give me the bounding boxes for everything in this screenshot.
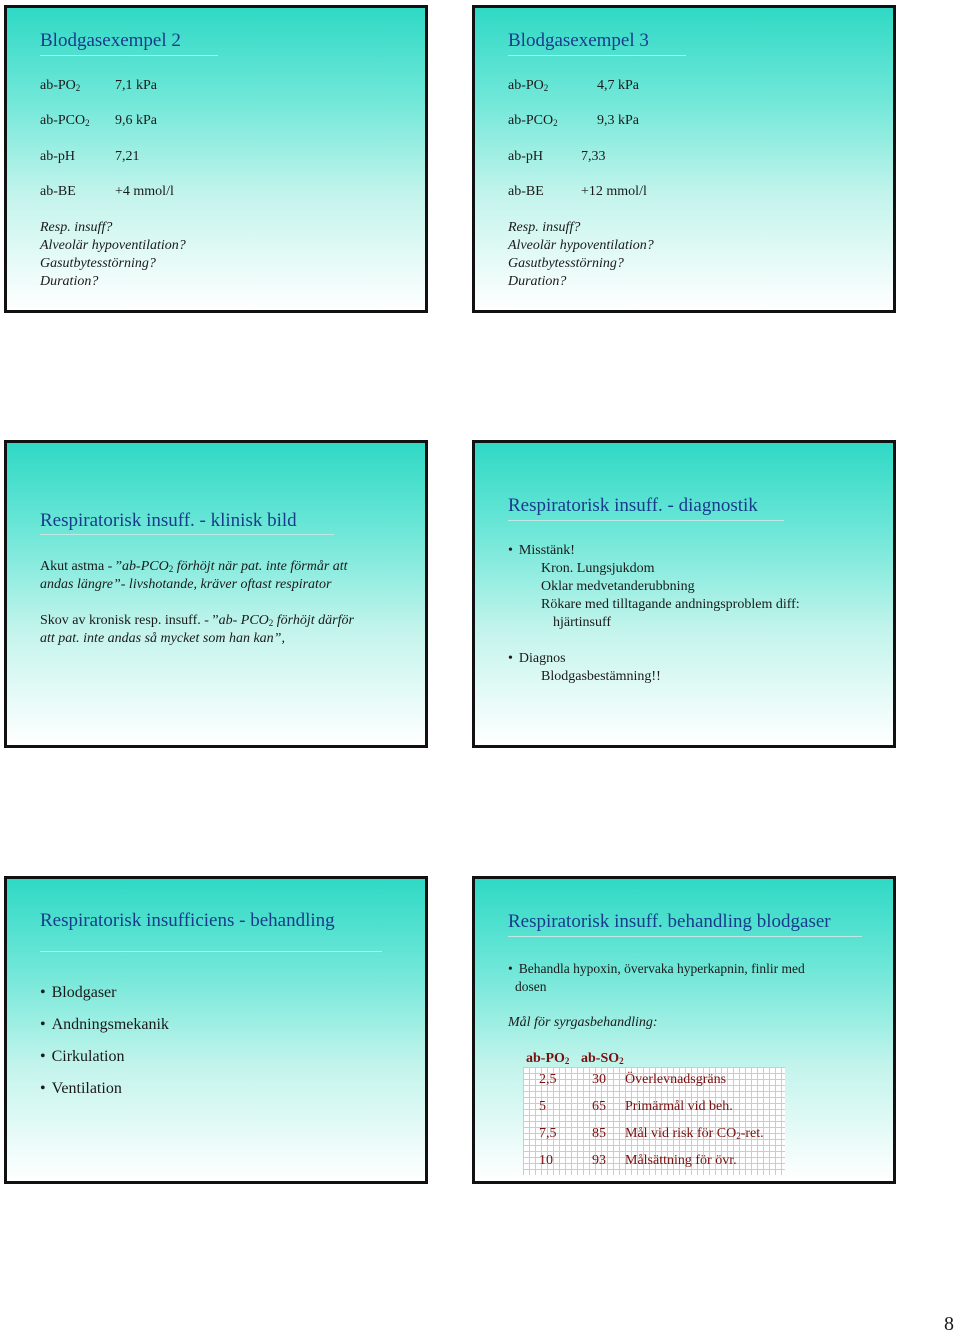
question: Gasutbytesstörning?: [40, 256, 156, 271]
row-value: +4 mmol/l: [115, 184, 174, 199]
row-value: 4,7 kPa: [597, 78, 639, 93]
cell-so2: 30: [592, 1072, 606, 1087]
question: Gasutbytesstörning?: [508, 256, 624, 271]
bullet-dot-icon: •: [40, 1080, 46, 1097]
title-underline: [508, 936, 862, 937]
bullet-item: • Blodgaser: [40, 984, 117, 1001]
paragraph-akut-astma-line2: andas längre”- livshotande, kräver oftast respirator: [40, 577, 332, 592]
bullet-dot-icon: •: [40, 1016, 46, 1033]
slide-behandling-blodgaser: [472, 876, 896, 1184]
paragraph-akut-astma: Akut astma - $”ab-PCO_2$ förhöjt när pat. inte förmår att: [40, 559, 348, 574]
slide-diagnostik: [472, 440, 896, 748]
bullet-item: • Cirkulation: [40, 1048, 125, 1065]
cell-so2: 85: [592, 1126, 606, 1141]
row-label: $ab-PCO_2$: [40, 113, 90, 128]
page-number: 8: [944, 1313, 954, 1335]
row-value: 7,1 kPa: [115, 78, 157, 93]
row-label: ab-pH: [40, 149, 75, 164]
title-underline: [40, 951, 382, 952]
cell-desc: Mål vid risk för $CO_2$-ret.: [625, 1126, 764, 1141]
slide-title: Respiratorisk insuff. - klinisk bild: [40, 510, 297, 531]
slide-klinisk-bild: [4, 440, 428, 748]
row-value: 7,33: [581, 149, 606, 164]
paragraph-skov-line2: att pat. inte andas så mycket som han kan”,: [40, 631, 285, 646]
question: Resp. insuff?: [508, 220, 581, 235]
slide-title: Respiratorisk insuff. - diagnostik: [508, 495, 758, 516]
slide-title: Blodgasexempel 2: [40, 30, 181, 51]
row-value: 9,3 kPa: [597, 113, 639, 128]
slide-behandling: [4, 876, 428, 1184]
cell-po2: 10: [539, 1153, 553, 1168]
bullet-dot-icon: •: [508, 651, 513, 666]
question: Alveolär hypoventilation?: [40, 238, 186, 253]
cell-desc: Målsättning för övr.: [625, 1153, 737, 1168]
bullet-misstank: • Misstänk!: [508, 543, 575, 558]
target-table: [523, 1067, 785, 1175]
row-label: ab-pH: [508, 149, 543, 164]
cell-po2: 2,5: [539, 1072, 557, 1087]
title-underline: [508, 520, 784, 521]
cell-desc: Överlevnadsgräns: [625, 1072, 727, 1087]
title-underline: [40, 55, 218, 56]
title-underline: [508, 55, 686, 56]
column-header-po2: $ab-PO_2$: [526, 1051, 570, 1066]
row-label: ab-BE: [40, 184, 76, 199]
bullet-dot-icon: •: [508, 961, 513, 976]
question: Alveolär hypoventilation?: [508, 238, 654, 253]
bullet-behandla: • Behandla hypoxin, övervaka hyperkapnin, finlir med: [508, 961, 805, 976]
bullet-dot-icon: •: [40, 984, 46, 1001]
slide-blodgasexempel-3: [472, 5, 896, 313]
cell-po2: 5: [539, 1099, 546, 1114]
row-value: +12 mmol/l: [581, 184, 647, 199]
slide-title: Blodgasexempel 3: [508, 30, 649, 51]
row-label: $ab-PO_2$: [40, 78, 81, 93]
row-label: $ab-PCO_2$: [508, 113, 558, 128]
title-underline: [40, 534, 334, 535]
bullet-item: • Andningsmekanik: [40, 1016, 169, 1033]
column-header-so2: $ab-SO_2$: [581, 1051, 624, 1066]
row-label: ab-BE: [508, 184, 544, 199]
row-value: 9,6 kPa: [115, 113, 157, 128]
bullet-dot-icon: •: [508, 543, 513, 558]
slide-title: Respiratorisk insufficiens - behandling: [40, 910, 335, 931]
bullet-diagnos: • Diagnos: [508, 651, 566, 666]
slide-blodgasexempel-2: [4, 5, 428, 313]
sub-item: Kron. Lungsjukdom: [541, 561, 655, 576]
question: Duration?: [40, 274, 99, 289]
slide-title: Respiratorisk insuff. behandling blodgaser: [508, 911, 831, 932]
question: Duration?: [508, 274, 567, 289]
cell-so2: 65: [592, 1099, 606, 1114]
sub-item: Oklar medvetanderubbning: [541, 579, 695, 594]
question: Resp. insuff?: [40, 220, 113, 235]
bullet-item: • Ventilation: [40, 1080, 122, 1097]
sub-item: Blodgasbestämning!!: [541, 669, 661, 684]
bullet-behandla-line2: dosen: [515, 979, 547, 994]
sub-item: hjärtinsuff: [553, 615, 612, 630]
row-value: 7,21: [115, 149, 140, 164]
bullet-dot-icon: •: [40, 1048, 46, 1065]
sub-item: Rökare med tilltagande andningsproblem diff:: [541, 597, 800, 612]
target-subtitle: Mål för syrgasbehandling:: [508, 1015, 658, 1030]
paragraph-skov: Skov av kronisk resp. insuff. - ”ab- $PCO_2$ förhöjt därför: [40, 613, 354, 628]
cell-so2: 93: [592, 1153, 606, 1168]
cell-desc: Primärmål vid beh.: [625, 1099, 733, 1114]
cell-po2: 7,5: [539, 1126, 557, 1141]
row-label: $ab-PO_2$: [508, 78, 549, 93]
